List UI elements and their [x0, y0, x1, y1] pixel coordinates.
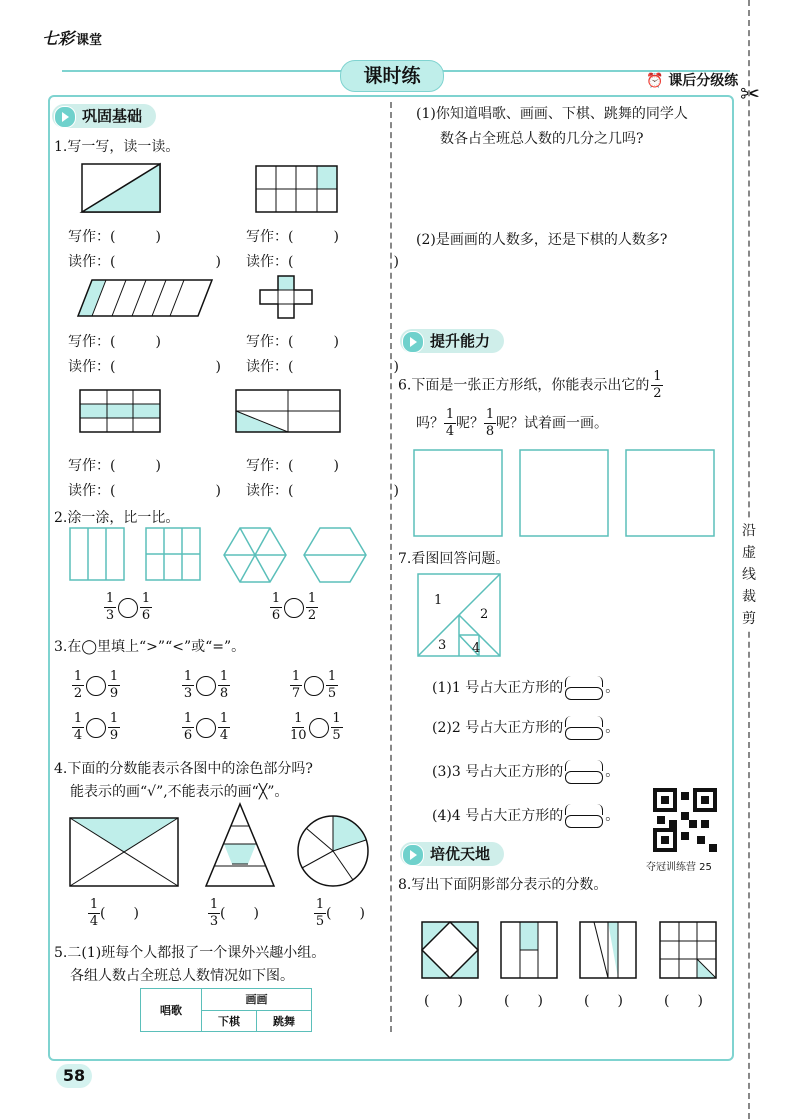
q3-item-6: $\frac{1}{10}$ $\frac{1}{5}$ — [290, 711, 341, 743]
brand-logo: 七彩 课堂 — [42, 29, 103, 48]
q4-answer-1: $\frac{1}{4}$ ( ) — [89, 897, 139, 929]
q7-title: 7.看图回答问题。 — [398, 551, 510, 567]
q8-answer-2[interactable]: ( ) — [504, 993, 543, 1009]
q2-shape-grid — [146, 528, 202, 582]
q4-rect-x — [70, 818, 180, 888]
q2-title: 2.涂一涂，比一比。 — [54, 510, 180, 526]
q7-label-2: 2 — [480, 607, 489, 622]
q2-shape-stripes — [70, 528, 126, 582]
answer-circle[interactable] — [196, 676, 216, 696]
q8-shape-trapezoid — [580, 922, 638, 980]
scissors-icon: ✂ — [740, 80, 761, 108]
q1-rect-diagonal — [82, 164, 162, 214]
q7-label-4: 4 — [472, 641, 481, 656]
q2-hexagon-6 — [224, 528, 288, 584]
q4-triangle — [204, 804, 276, 888]
q5-sub1-line2: 数各占全班总人数的几分之几吗? — [440, 131, 644, 147]
q1-rect-partial — [236, 390, 342, 434]
q1b-write: 写作：( ) — [246, 229, 339, 245]
q3-item-4: $\frac{1}{4}$ $\frac{1}{9}$ — [73, 711, 119, 743]
q3-item-1: $\frac{1}{2}$ $\frac{1}{9}$ — [73, 669, 119, 701]
q5-title: 5.二(1)班每个人都报了一个课外兴趣小组。 — [54, 945, 326, 961]
answer-circle[interactable] — [304, 676, 324, 696]
q7-label-3: 3 — [438, 638, 447, 653]
q1-grid-9 — [80, 390, 162, 434]
q5-sub2: (2)是画画的人数多，还是下棋的人数多? — [416, 232, 668, 248]
q7-sub-2: (2)2 号占大正方形的 。 — [432, 716, 619, 740]
q6-square-3[interactable] — [626, 450, 716, 538]
q7-label-1: 1 — [434, 593, 443, 608]
play-icon — [402, 844, 424, 866]
q1d-write: 写作：( ) — [246, 334, 339, 350]
cell-dance: 跳舞 — [257, 1010, 312, 1032]
cut-label: 沿 虚 线 裁 剪 — [736, 520, 762, 630]
q8-answer-3[interactable]: ( ) — [584, 993, 623, 1009]
page-title: 课时练 — [340, 60, 444, 92]
page-number: 58 — [56, 1064, 92, 1088]
q6-square-2[interactable] — [520, 450, 610, 538]
qr-code[interactable] — [653, 788, 717, 852]
q1e-read: 读作：( ) — [68, 483, 221, 499]
q7-sub-4: (4)4 号占大正方形的 。 — [432, 804, 619, 828]
answer-circle[interactable] — [309, 718, 329, 738]
qr-caption: 夺冠训练营 25 — [646, 862, 712, 873]
q1d-read: 读作：( ) — [246, 359, 399, 375]
q6-text-1: 6.下面是一张正方形纸，你能表示出它的 $\frac{1}{2}$ — [398, 369, 662, 401]
q6-square-1[interactable] — [414, 450, 504, 538]
q1-cross — [258, 276, 318, 320]
column-divider — [390, 102, 392, 1032]
q1e-write: 写作：( ) — [68, 458, 161, 474]
q7-sub-1: (1)1 号占大正方形的 。 — [432, 676, 619, 700]
q3-item-5: $\frac{1}{6}$ $\frac{1}{4}$ — [183, 711, 229, 743]
section-improve: 提升能力 — [400, 329, 504, 353]
q8-shape-grid — [660, 922, 718, 980]
section-advanced: 培优天地 — [400, 842, 504, 866]
q2-hexagon-2 — [304, 528, 368, 584]
q1b-read: 读作：( ) — [246, 254, 399, 270]
q4-title-2: 能表示的画“√”,不能表示的画“╳”。 — [70, 784, 289, 800]
q2-compare-1: $\frac{1}{3}$ $\frac{1}{6}$ — [105, 591, 151, 623]
q8-answer-1[interactable]: ( ) — [424, 993, 463, 1009]
answer-circle[interactable] — [118, 598, 138, 618]
answer-circle[interactable] — [196, 718, 216, 738]
q1f-write: 写作：( ) — [246, 458, 339, 474]
q1-grid-8 — [256, 166, 340, 214]
answer-circle[interactable] — [284, 598, 304, 618]
answer-circle[interactable] — [86, 676, 106, 696]
q3-item-3: $\frac{1}{7}$ $\frac{1}{5}$ — [291, 669, 337, 701]
q1f-read: 读作：( ) — [246, 483, 399, 499]
q7-sub-3: (3)3 号占大正方形的 。 — [432, 760, 619, 784]
q2-compare-2: $\frac{1}{6}$ $\frac{1}{2}$ — [271, 591, 317, 623]
q5-sub1-line1: (1)你知道唱歌、画画、下棋、跳舞的同学人 — [416, 106, 688, 122]
q3-item-2: $\frac{1}{3}$ $\frac{1}{8}$ — [183, 669, 229, 701]
q8-shape-columns — [501, 922, 559, 980]
play-icon — [402, 331, 424, 353]
q1-title: 1.写一写，读一读。 — [54, 139, 180, 155]
q8-shape-diamond — [422, 922, 480, 980]
q1-parallelogram — [72, 280, 217, 318]
cell-singing: 唱歌 — [141, 989, 202, 1032]
q8-title: 8.写出下面阴影部分表示的分数。 — [398, 877, 608, 893]
q1c-write: 写作：( ) — [68, 334, 161, 350]
q5-interest-table — [140, 988, 312, 1032]
q8-answer-4[interactable]: ( ) — [664, 993, 703, 1009]
q1a-write: 写作：( ) — [68, 229, 161, 245]
q7-square-diagram — [418, 574, 502, 658]
play-icon — [54, 106, 76, 128]
q6-text-2: 吗？ $\frac{1}{4}$ 呢？ $\frac{1}{8}$ 呢？试着画一画。 — [416, 407, 608, 439]
q1a-read: 读作：( ) — [68, 254, 221, 270]
answer-circle[interactable] — [86, 718, 106, 738]
q4-answer-3: $\frac{1}{5}$ ( ) — [315, 897, 365, 929]
q1c-read: 读作：( ) — [68, 359, 221, 375]
q3-title: 3.在◯里填上“>”“<”或“=”。 — [54, 639, 246, 655]
cell-chess: 下棋 — [202, 1010, 257, 1032]
q5-title-2: 各组人数占全班总人数情况如下图。 — [70, 968, 294, 984]
header-right-label: ⏰ 课后分级练 — [646, 73, 739, 89]
cell-drawing: 画画 — [202, 989, 312, 1011]
q4-circle — [298, 816, 370, 888]
q4-answer-2: $\frac{1}{3}$ ( ) — [209, 897, 259, 929]
section-basics: 巩固基础 — [52, 104, 156, 128]
q4-title: 4.下面的分数能表示各图中的涂色部分吗? — [54, 761, 313, 777]
